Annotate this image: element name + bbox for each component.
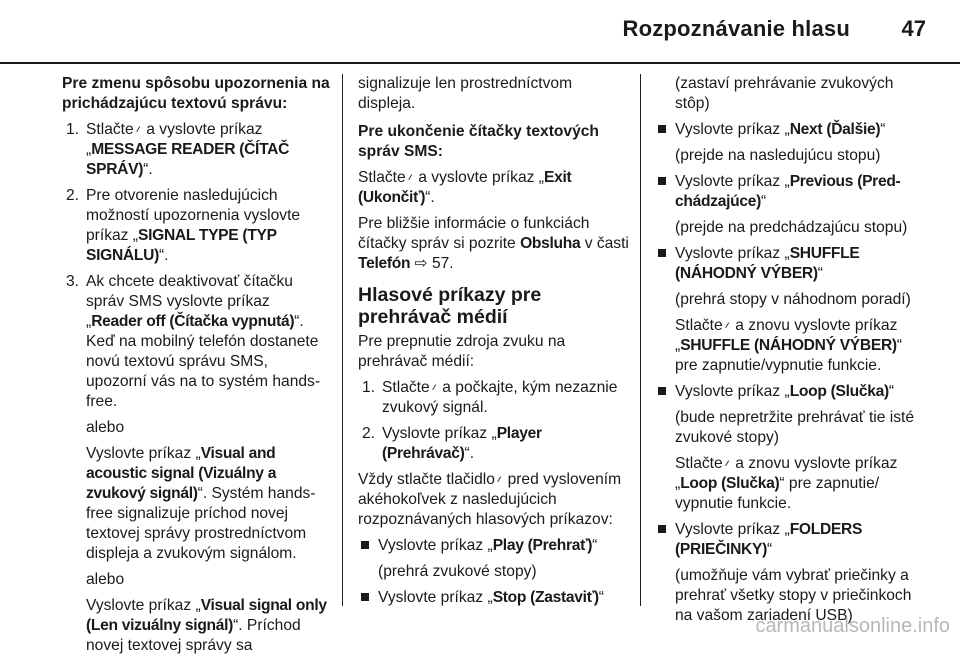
voice-button-icon: 𝄍 xyxy=(724,456,730,471)
paragraph: Pre bližšie informácie o funkciách čítačky správ si pozrite Obsluha v časti Telefón ⇨ 57. xyxy=(358,215,629,272)
page-header xyxy=(0,0,960,62)
command-text: Play (Prehrať) xyxy=(492,537,593,554)
column-3 xyxy=(655,74,927,632)
watermark: carmanualsonline.info xyxy=(755,615,950,637)
bullet-square-icon xyxy=(658,177,666,185)
section-heading: Pre ukončenie čítačky textových správ SMS: xyxy=(358,123,599,160)
voice-button-icon: 𝄍 xyxy=(431,380,437,395)
bullet-item: Vyslovte príkaz „Next (Ďalšie)“ xyxy=(655,120,927,140)
voice-button-icon: 𝄍 xyxy=(724,318,730,333)
list-item: 3. Ak chcete deaktivovať čítačku správ SMS vyslovte príkaz „Reader off (Čítačka vypnutá)“. Keď na mobilný telefón dostanete novú textovú správu SMS, upozorní vás na to systém hands-free. xyxy=(66,273,321,410)
bullet-description: (prejde na nasledujúcu stopu) xyxy=(675,147,881,164)
bullet-square-icon xyxy=(361,541,369,549)
section-title: Hlasové príkazy pre prehrávač médií xyxy=(358,284,542,328)
voice-button-icon: 𝄍 xyxy=(496,472,502,487)
bullet-description: (bude nepretržite prehrávať tie isté zvukové stopy) xyxy=(675,409,915,446)
bullet-item: Vyslovte príkaz „FOLDERS (PRIEČINKY)“ xyxy=(655,520,927,560)
bullet-square-icon xyxy=(658,249,666,257)
command-text: Reader off (Čítačka vypnutá) xyxy=(91,313,295,330)
bullet-square-icon xyxy=(658,525,666,533)
command-text: Previous (Pred-chádzajúce) xyxy=(675,173,901,210)
list-item: 1. Stlačte 𝄍 a počkajte, kým nezaznie zvukový signál. xyxy=(362,379,618,416)
page-title: Rozpoznávanie hlasu xyxy=(622,16,850,41)
section-heading: Pre zmenu spôsobu upozornenia na prichádzajúcu textovú správu: xyxy=(62,75,330,112)
list-item: 2. Vyslovte príkaz „Player (Prehrávač)“. xyxy=(362,425,542,462)
bullet-item: Vyslovte príkaz „Stop (Zastaviť)“ xyxy=(358,588,630,608)
page-reference-arrow-icon[interactable]: ⇨ xyxy=(414,255,428,272)
bullet-description: Stlačte 𝄍 a znovu vyslovte príkaz „SHUFFLE (NÁHODNÝ VÝBER)“ pre zapnutie/vypnutie funkcie. xyxy=(675,317,903,374)
command-text: Stop (Zastaviť) xyxy=(492,589,599,606)
page-number: 47 xyxy=(901,16,926,41)
command-text: SHUFFLE (NÁHODNÝ VÝBER) xyxy=(680,337,897,354)
bullet-item: Vyslovte príkaz „Loop (Slučka)“ xyxy=(655,382,927,402)
bullet-item: Vyslovte príkaz „Play (Prehrať)“ xyxy=(358,536,630,556)
column-2 xyxy=(358,74,630,614)
column-divider-2 xyxy=(640,74,641,606)
column-divider-1 xyxy=(342,74,343,606)
bullet-description: (zastaví prehrávanie zvukových stôp) xyxy=(675,75,894,112)
bullet-item: Vyslovte príkaz „SHUFFLE (NÁHODNÝ VÝBER)“ xyxy=(655,244,927,284)
command-text: Visual signal only (Len vizuálny signál) xyxy=(86,597,327,634)
paragraph: Vždy stlačte tlačidlo 𝄍 pred vyslovením akéhokoľvek z nasledujúcich rozpoznávaných hlasových príkazov: xyxy=(358,471,622,528)
command-text: Player (Prehrávač) xyxy=(382,425,542,462)
command-text: Visual and acoustic signal (Vizuálny a zvukový signál) xyxy=(86,445,277,502)
paragraph: signalizuje len prostredníctvom displeja. xyxy=(358,75,573,112)
command-text: Loop (Slučka) xyxy=(789,383,889,400)
command-text: Loop (Slučka) xyxy=(680,475,780,492)
alternative-label: alebo xyxy=(86,571,125,588)
command-text: SHUFFLE (NÁHODNÝ VÝBER) xyxy=(675,245,860,282)
voice-button-icon: 𝄍 xyxy=(135,122,141,137)
command-text: FOLDERS (PRIEČINKY) xyxy=(675,521,863,558)
paragraph: Pre prepnutie zdroja zvuku na prehrávač médií: xyxy=(358,333,566,370)
bullet-description: (prehrá stopy v náhodnom poradí) xyxy=(675,291,911,308)
paragraph: Stlačte 𝄍 a vyslovte príkaz „Exit (Ukončiť)“. xyxy=(358,169,572,206)
header-divider xyxy=(0,62,960,64)
list-item: 2. Pre otvorenie nasledujúcich možností upozornenia vyslovte príkaz „SIGNAL TYPE (TYP SIGNÁLU)“. xyxy=(66,187,301,264)
bullet-description: Stlačte 𝄍 a znovu vyslovte príkaz „Loop (Slučka)“ pre zapnutie/ vypnutie funkcie. xyxy=(675,455,898,512)
column-1 xyxy=(62,74,330,662)
bullet-description: (prehrá zvukové stopy) xyxy=(378,563,537,580)
bullet-description: (umožňuje vám vybrať priečinky a prehrať všetky stopy v priečinkoch na vašom zariadení USB) xyxy=(675,567,912,624)
paragraph: Vyslovte príkaz „Visual signal only (Len vizuálny signál)“. Príchod novej textovej správy sa xyxy=(86,597,327,654)
command-text: MESSAGE READER (ČÍTAČ SPRÁV) xyxy=(86,141,290,178)
bullet-square-icon xyxy=(361,593,369,601)
alternative-label: alebo xyxy=(86,419,125,436)
command-text: SIGNAL TYPE (TYP SIGNÁLU) xyxy=(86,227,277,264)
list-item: 1. Stlačte 𝄍 a vyslovte príkaz „MESSAGE READER (ČÍTAČ SPRÁV)“. xyxy=(66,121,290,178)
bullet-description: (prejde na predchádzajúcu stopu) xyxy=(675,219,908,236)
paragraph: Vyslovte príkaz „Visual and acoustic signal (Vizuálny a zvukový signál)“. Systém hands-free signalizuje príchod novej textovej správy prostredníctvom displeja a zvukovým signálom. xyxy=(86,445,316,562)
bullet-square-icon xyxy=(658,387,666,395)
command-text: Next (Ďalšie) xyxy=(789,121,881,138)
bullet-square-icon xyxy=(658,125,666,133)
command-text: Exit (Ukončiť) xyxy=(358,169,572,206)
voice-button-icon: 𝄍 xyxy=(407,170,413,185)
bullet-item: Vyslovte príkaz „Previous (Pred-chádzajúce)“ xyxy=(655,172,927,212)
